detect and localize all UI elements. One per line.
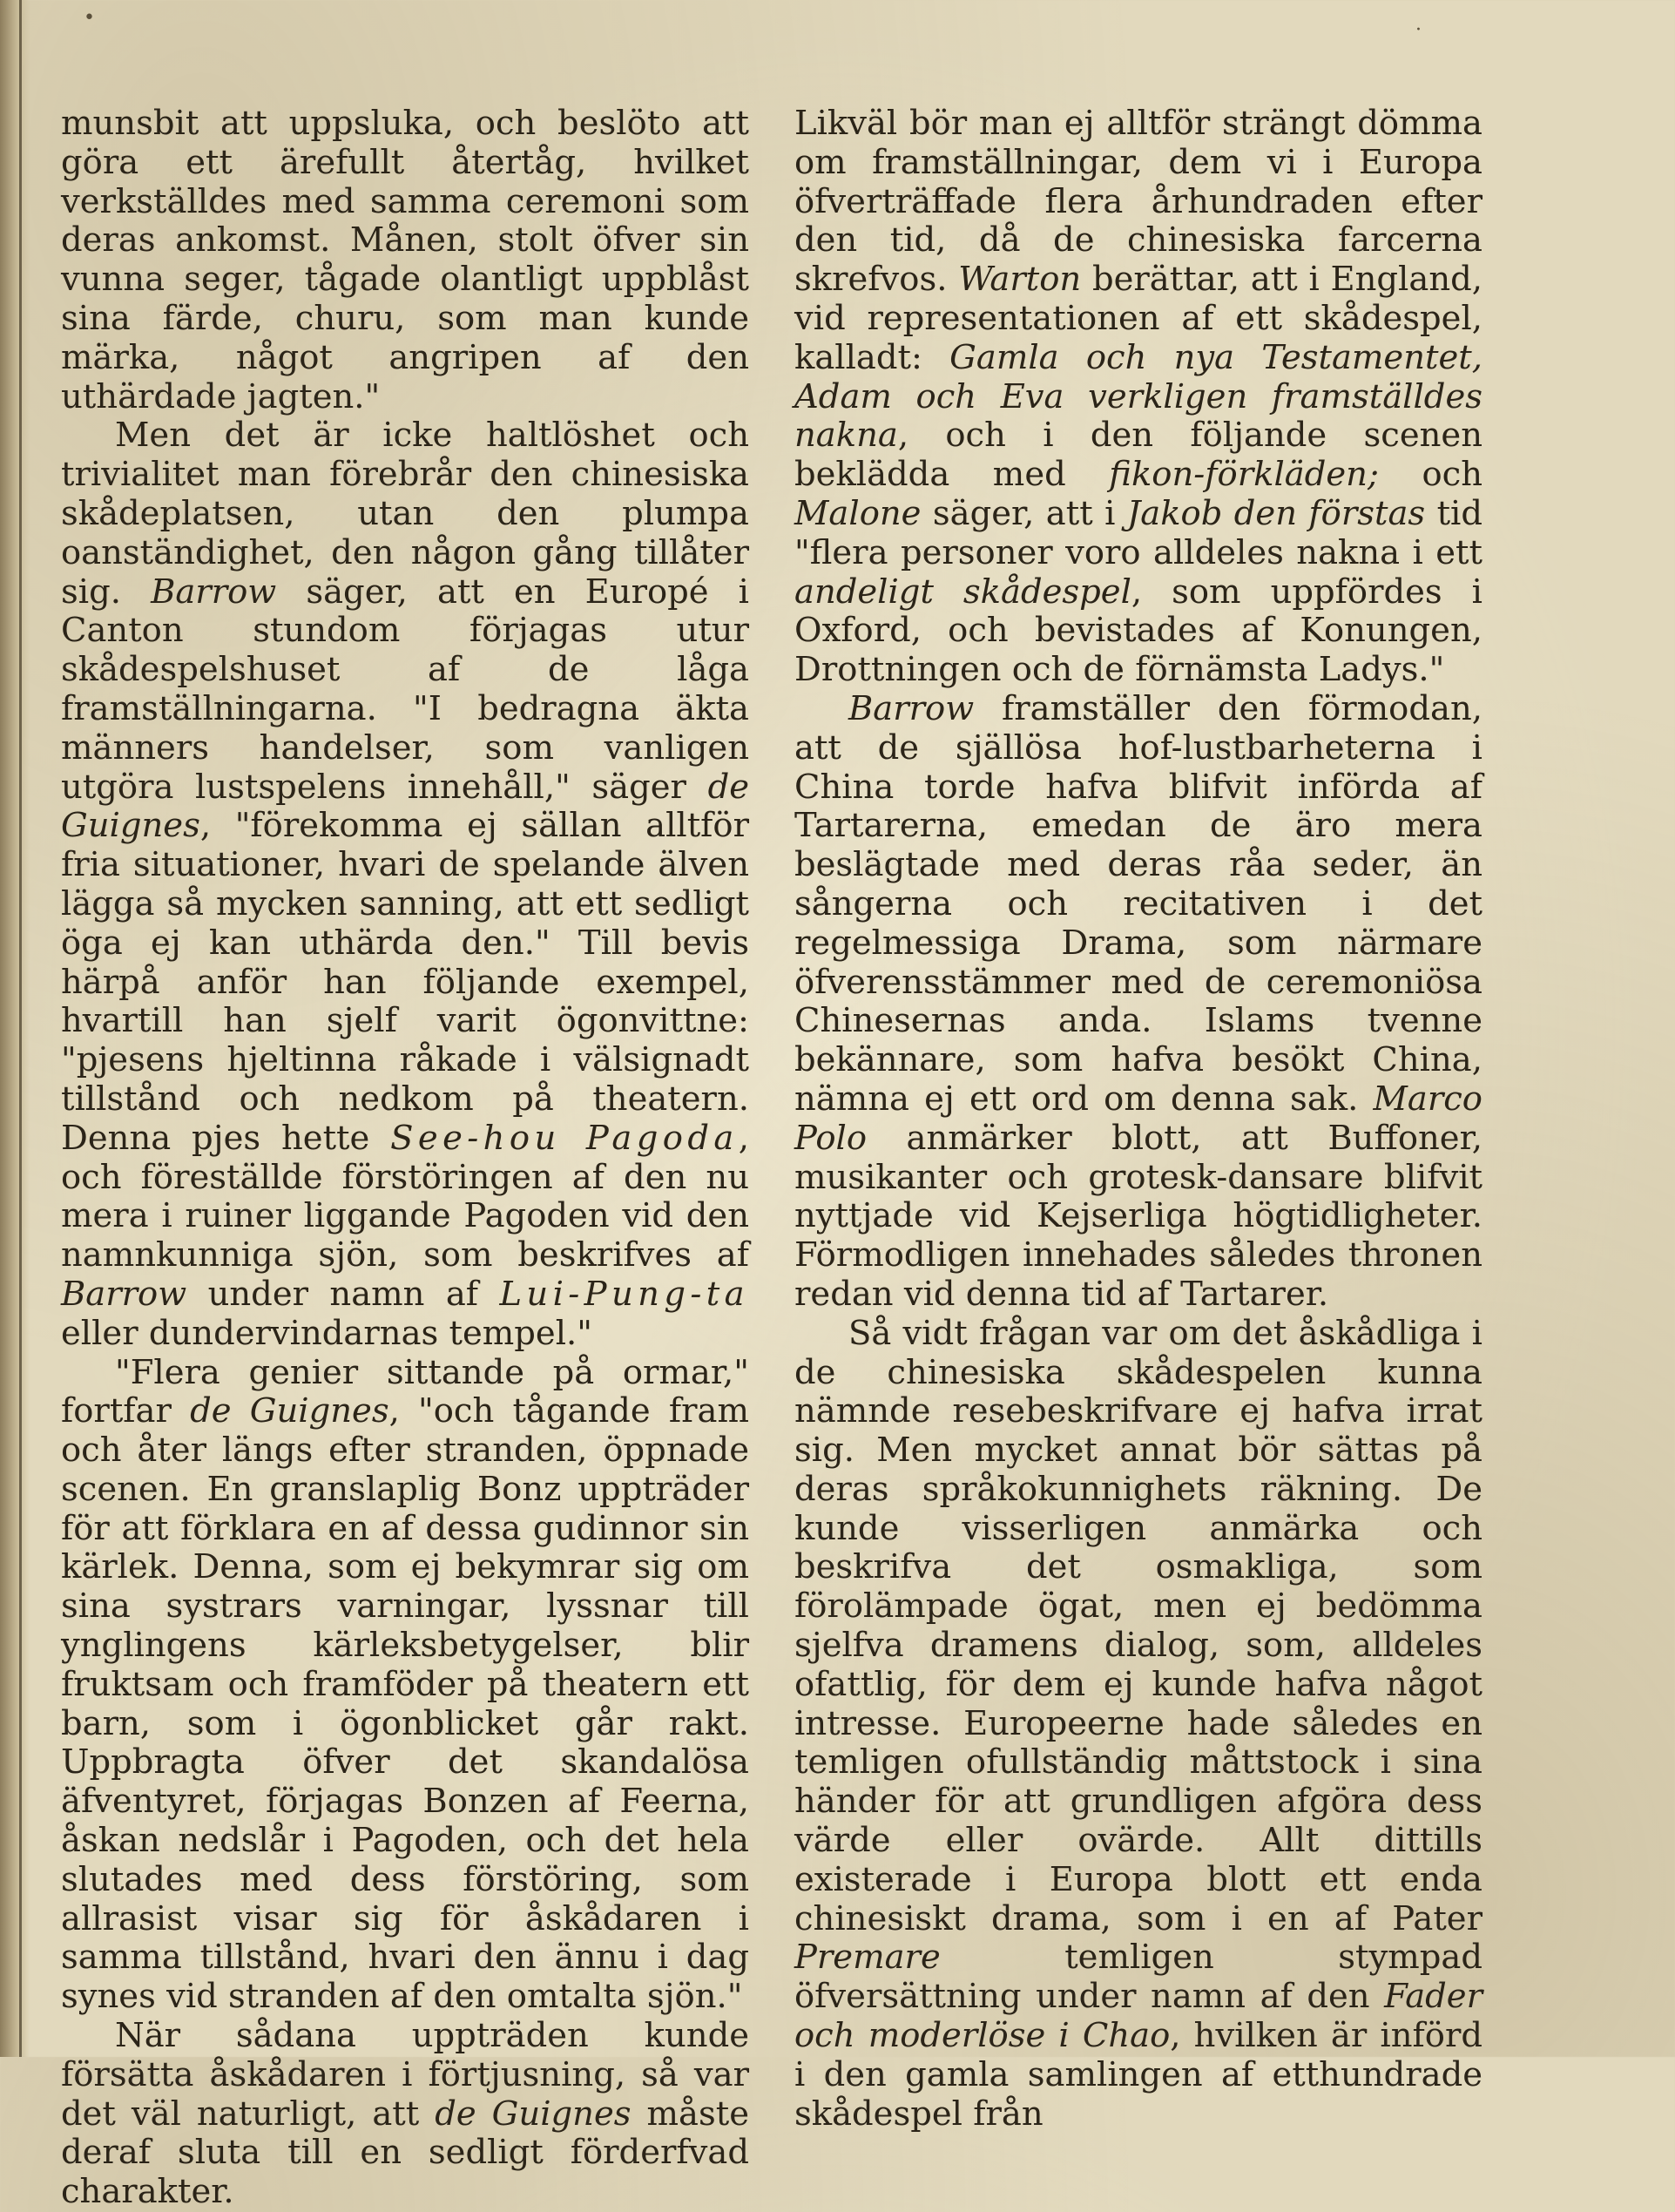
- title-see-hou-pagoda: See-hou Pagoda: [390, 1118, 739, 1158]
- title-gamla-och-nya-testamentet: Gamla och nya Testamentet, Adam och Eva verkligen framställdes nakna: [794, 337, 1483, 456]
- name-jakob-den-forstas: Jakob den förstas: [1126, 493, 1426, 533]
- paragraph-left-1: munsbit att uppsluka, och beslöto att göra ett ärefullt återtåg, hvilket verkställdes med samma ceremoni som deras ankomst. Månen, stolt öfver sin vunna seger, tågade olantligt uppblåst sina färde, churu, som man kunde märka, något angripen af den uthärdade jagten.": [61, 104, 749, 416]
- name-warton: Warton: [958, 260, 1082, 300]
- term-fikon-forkladen: fikon-förkläden;: [1109, 455, 1379, 495]
- right-text-column: [794, 105, 1483, 2134]
- paragraph-right-2: Barrow framställer den förmodan, att de själlösa hof-lustbarheterna i China torde hafva blifvit införda af Tartarerna, emedan de äro mera beslägtade med deras råa seder, än sångerna och recitativen i det regelmessiga Drama, som närmare öfverensstämmer med de ceremoniösa Chinesernas anda. Islams tvenne bekännare, som hafva besökt China, nämna ej ett ord om denna sak. Marco Polo anmärker blott, att Buffoner, musikanter och grotesk-dansare blifvit nyttjade vid Kejserliga högtidligheter. Förmodligen innehades således thronen redan vid denna tid af Tartarer.: [794, 688, 1483, 1314]
- name-de-guignes: de Guignes: [61, 767, 749, 846]
- name-barrow-2: Barrow: [61, 1274, 187, 1314]
- name-de-guignes-2: de Guignes: [190, 1391, 389, 1431]
- paragraph-left-3: "Flera genier sittande på ormar," fortfar de Guignes, "och tågande fram och åter längs efter stranden, öppnade scenen. En granslaplig Bonz uppträder för att förklara en af dessa gudinnor sin kärlek. Denna, som ej bekymrar sig om sina systrars varningar, lyssnar till ynglingens kärleksbetygelser, blir fruktsam och framföder på theatern ett barn, som i ögonblicket går rakt. Uppbragta öfver det skandalösa äfventyret, förjagas Bonzen af Feerna, åskan nedslår i Pagoden, och det hela slutades med dess förstöring, som allrasist visar sig för åskådaren i samma tillstånd, hvari den ännu i dag synes vid stranden af den omtalta sjön.": [61, 1352, 749, 2017]
- paragraph-left-2: Men det är icke haltlöshet och trivialitet man förebrår den chinesiska skådeplatsen, utan den plumpa oanständighet, den någon gång tillåter sig. Barrow säger, att en Europé i Canton stundom förjagas utur skådespelshuset af de låga framställningarna. "I bedragna äkta männers handelser, som vanligen utgöra lustspelens innehåll," säger de Guignes, "förekomma ej sällan alltför fria situationer, hvari de spelande älven lägga så mycken sanning, att ett sedligt öga ej kan uthärda den." Till bevis härpå anför han följande exempel, hvartill han sjelf varit ögonvittne: "pjesens hjeltinna råkade i välsignadt tillstånd och nedkom på theatern. Denna pjes hette See-hou Pagoda, och föreställde förstöringen af den nu mera i ruiner liggande Pagoden vid den namnkunniga sjön, som beskrifves af Barrow under namn af Lui-Pung-ta eller dundervindarnas tempel.": [61, 416, 749, 1353]
- paragraph-right-1: Likväl bör man ej alltför strängt dömma om framställningar, dem vi i Europa öfverträffade flera århundraden efter den tid, då de chinesiska farcerna skrefvos. Warton berättar, att i England, vid representationen af ett skådespel, kalladt: Gamla och nya Testamentet, Adam och Eva verkligen framställdes nakna, och i den följande scenen beklädda med fikon-förkläden; och Malone säger, att i Jakob den förstas tid "flera personer voro alldeles nakna i ett andeligt skådespel, som uppfördes i Oxford, och bevistades af Konungen, Drottningen och de förnämsta Ladys.": [794, 104, 1483, 690]
- title-fader-och-moderlose: Fader och moderlöse i Chao: [794, 1977, 1483, 2056]
- title-lui-pung-ta: Lui-Pung-ta: [499, 1274, 749, 1314]
- name-barrow-3: Barrow: [848, 688, 975, 728]
- paragraph-left-4: När sådana uppträden kunde försätta åskådaren i förtjusning, så var det väl naturligt, att de Guignes måste deraf sluta till en sedligt förderfvad charakter.: [61, 2016, 749, 2212]
- binding-edge: [19, 0, 22, 2057]
- name-barrow: Barrow: [151, 572, 277, 612]
- page-corner-mark-left: •: [84, 7, 95, 29]
- page-corner-mark-right: ·: [1415, 19, 1422, 41]
- page-gutter-shadow: [0, 0, 30, 2057]
- term-andeligt-skadespel: andeligt skådespel: [794, 572, 1131, 612]
- name-premare: Premare: [794, 1938, 941, 1978]
- paragraph-right-3: Så vidt frågan var om det åskådliga i de chinesiska skådespelen kunna nämnde resebeskrifvare ej hafva irrat sig. Men mycket annat bör sättas på deras språkokunnighets räkning. De kunde visserligen anmärka och beskrifva det osmakliga, som förolämpade ögat, men ej bedömma sjelfva dramens dialog, som, alldeles ofattlig, för dem ej kunde hafva något intresse. Europeerne hade således en temligen ofullständig måttstock i sina händer för att grundligen afgöra dess värde eller ovärde. Allt dittills existerade i Europa blott ett enda chinesiskt drama, som i en af Pater Premare temligen stympad öfversättning under namn af den Fader och moderlöse i Chao, hvilken är införd i den gamla samlingen af etthundrade skådespel från: [794, 1313, 1483, 2134]
- left-text-column: [61, 105, 749, 2212]
- name-malone: Malone: [794, 493, 922, 533]
- name-de-guignes-3: de Guignes: [435, 2094, 632, 2134]
- name-marco-polo: Marco Polo: [794, 1079, 1483, 1158]
